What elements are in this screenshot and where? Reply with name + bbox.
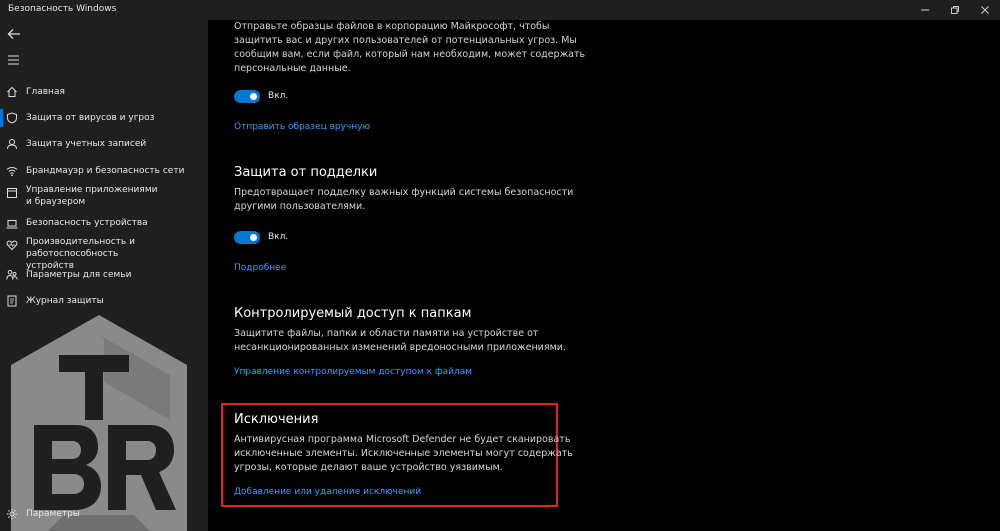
- sidebar-item-virus-protection[interactable]: [0, 109, 208, 127]
- sidebar: [0, 20, 208, 531]
- back-arrow-icon[interactable]: [6, 26, 22, 42]
- sidebar-item-label: Параметры для семьи: [26, 270, 132, 280]
- sample-description-line: персональные данные.: [234, 63, 351, 74]
- folders-description-line: несанкционированных изменений вредоносными приложениями.: [234, 342, 566, 353]
- sidebar-item-label: Безопасность устройства: [26, 218, 148, 228]
- sidebar-item-firewall[interactable]: [0, 162, 208, 180]
- watermark-logo: [4, 310, 194, 531]
- exclusions-title: Исключения: [234, 412, 319, 427]
- exclusions-description-line: исключенные элементы. Исключенные элементы могут содержать: [234, 448, 573, 459]
- close-icon: [980, 5, 990, 15]
- selection-indicator: [0, 109, 3, 127]
- sidebar-item-label: Брандмауэр и безопасность сети: [26, 166, 185, 176]
- toggle-state-label: Вкл.: [268, 91, 289, 101]
- add-remove-exclusions-link[interactable]: Добавление или удаление исключений: [234, 487, 422, 497]
- sidebar-item-label: Журнал защиты: [26, 296, 104, 306]
- maximize-button[interactable]: [940, 0, 970, 20]
- hamburger-menu-icon[interactable]: [6, 53, 22, 67]
- tamper-description-line: другими пользователями.: [234, 201, 366, 212]
- gear-icon: [6, 508, 18, 520]
- sidebar-item-label: Главная: [26, 87, 65, 97]
- restore-icon: [950, 5, 960, 15]
- tamper-protection-title: Защита от подделки: [234, 165, 378, 180]
- exclusions-description-line: угрозы, которые делают ваше устройство уязвимым.: [234, 462, 503, 473]
- minimize-button[interactable]: [910, 0, 940, 20]
- exclusions-description-line: Антивирусная программа Microsoft Defender не будет сканировать: [234, 434, 571, 445]
- app-window-icon: [6, 187, 18, 199]
- sidebar-item-label: Управление приложениями и браузером: [26, 185, 158, 207]
- toggle-state-label: Вкл.: [268, 232, 289, 242]
- sample-description-line: сообщим вам, если файл, который нам необходим, может содержать: [234, 49, 586, 60]
- close-button[interactable]: [970, 0, 1000, 20]
- manage-folder-access-link[interactable]: Управление контролируемым доступом к файлам: [234, 367, 473, 377]
- sidebar-item-account-protection[interactable]: [0, 135, 208, 153]
- sidebar-item-home[interactable]: [0, 83, 208, 101]
- family-icon: [6, 269, 18, 281]
- sidebar-item-label: Защита учетных записей: [26, 139, 147, 149]
- title-bar: [0, 0, 1000, 20]
- sample-description-line: защитить вас и других пользователей от потенциальных угроз. Мы: [234, 35, 577, 46]
- heart-icon: [6, 239, 18, 251]
- window-title: Безопасность Windows: [8, 4, 117, 14]
- shield-icon: [6, 112, 18, 124]
- history-icon: [6, 295, 18, 307]
- sidebar-item-device-security[interactable]: [0, 215, 208, 233]
- wifi-icon: [6, 165, 18, 177]
- sample-description-line: Отправьте образцы файлов в корпорацию Майкрософт, чтобы: [234, 21, 550, 32]
- tamper-protection-toggle[interactable]: [234, 231, 260, 244]
- person-icon: [6, 138, 18, 150]
- minimize-icon: [920, 5, 930, 15]
- sidebar-item-device-performance[interactable]: [0, 235, 208, 271]
- laptop-icon: [6, 218, 18, 230]
- home-icon: [6, 86, 18, 98]
- sample-submission-toggle[interactable]: [234, 90, 260, 103]
- folders-description-line: Защитите файлы, папки и области памяти на устройстве от: [234, 328, 539, 339]
- sidebar-item-settings[interactable]: [0, 505, 208, 523]
- sidebar-item-protection-history[interactable]: [0, 292, 208, 310]
- sidebar-item-app-browser[interactable]: [0, 183, 208, 211]
- main-content: [208, 20, 1000, 531]
- learn-more-link[interactable]: Подробнее: [234, 263, 287, 273]
- sidebar-item-family-options[interactable]: [0, 266, 208, 284]
- sidebar-item-label: Защита от вирусов и угроз: [26, 113, 155, 123]
- sidebar-item-label: Производительность и работоспособность устройств: [26, 237, 135, 271]
- submit-sample-link[interactable]: Отправить образец вручную: [234, 122, 371, 132]
- sidebar-item-label: Параметры: [26, 509, 80, 519]
- controlled-folder-access-title: Контролируемый доступ к папкам: [234, 306, 472, 321]
- tamper-description-line: Предотвращает подделку важных функций системы безопасности: [234, 187, 574, 198]
